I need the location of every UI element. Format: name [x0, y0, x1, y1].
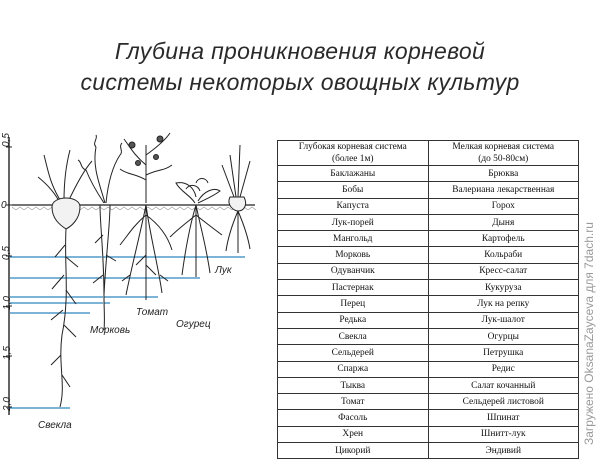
shallow-crop-cell: Картофель — [428, 231, 579, 247]
table-row — [278, 345, 579, 361]
table-header-row — [278, 141, 579, 166]
shallow-crop-cell: Огурцы — [428, 328, 579, 344]
table-row — [278, 280, 579, 296]
depth-tick-05: 0,5 — [1, 246, 12, 260]
shallow-crop-cell: Кукуруза — [428, 280, 579, 296]
deep-crop-cell: Сельдерей — [278, 345, 429, 361]
crop-root-table — [277, 140, 579, 459]
table-body — [278, 166, 579, 459]
tomato-plant-illustration — [120, 133, 172, 300]
table-row — [278, 426, 579, 442]
shallow-crop-cell: Эндивий — [428, 443, 579, 459]
label-tomat: Томат — [136, 307, 169, 318]
depth-tick-top: 0,5 — [1, 133, 12, 147]
onion-plant-illustration — [222, 145, 250, 253]
table-row — [278, 247, 579, 263]
shallow-crop-cell: Шпинат — [428, 410, 579, 426]
watermark-text: Загружено OksanaZayceva для 7dach.ru — [582, 222, 596, 445]
deep-crop-cell: Спаржа — [278, 361, 429, 377]
watermark — [578, 140, 600, 450]
page-title — [0, 36, 600, 98]
deep-crop-cell: Перец — [278, 296, 429, 312]
table-row — [278, 166, 579, 182]
soil-hatching — [12, 207, 256, 210]
label-ogurec: Огурец — [176, 319, 211, 330]
deep-crop-cell: Тыква — [278, 377, 429, 393]
shallow-crop-cell: Шнитт-лук — [428, 426, 579, 442]
deep-crop-cell: Свекла — [278, 328, 429, 344]
header-deep-note: (более 1м) — [331, 154, 374, 164]
deep-crop-cell: Лук-порей — [278, 214, 429, 230]
header-shallow-title: Мелкая корневая система — [452, 142, 555, 152]
shallow-crop-cell: Лук-шалот — [428, 312, 579, 328]
deep-crop-cell: Мангольд — [278, 231, 429, 247]
deep-crop-cell: Фасоль — [278, 410, 429, 426]
header-deep-roots — [278, 141, 429, 166]
table-row — [278, 377, 579, 393]
header-shallow-note: (до 50-80см) — [478, 154, 529, 164]
deep-crop-cell: Баклажаны — [278, 166, 429, 182]
shallow-crop-cell: Редис — [428, 361, 579, 377]
title-line-2: системы некоторых овощных культур — [80, 69, 520, 95]
cucumber-plant-illustration — [170, 179, 222, 278]
table-row — [278, 394, 579, 410]
table-row — [278, 296, 579, 312]
table-row — [278, 328, 579, 344]
depth-tick-zero: 0 — [1, 200, 7, 211]
label-luk: Лук — [215, 265, 232, 276]
depth-tick-10: 1,0 — [2, 296, 13, 310]
carrot-plant-illustration — [78, 135, 122, 330]
deep-crop-cell: Хрен — [278, 426, 429, 442]
deep-crop-cell: Томат — [278, 394, 429, 410]
shallow-crop-cell: Горох — [428, 198, 579, 214]
table-row — [278, 198, 579, 214]
shallow-crop-cell: Дыня — [428, 214, 579, 230]
shallow-crop-cell: Брюква — [428, 166, 579, 182]
table-row — [278, 361, 579, 377]
deep-crop-cell: Бобы — [278, 182, 429, 198]
label-morkov: Морковь — [90, 325, 131, 336]
table-row — [278, 231, 579, 247]
header-shallow-roots — [428, 141, 579, 166]
table-row — [278, 443, 579, 459]
deep-crop-cell: Цикорий — [278, 443, 429, 459]
title-line-1: Глубина проникновения корневой — [114, 38, 486, 64]
shallow-crop-cell: Кресс-салат — [428, 263, 579, 279]
deep-crop-cell: Морковь — [278, 247, 429, 263]
table-row — [278, 214, 579, 230]
header-deep-title: Глубокая корневая система — [298, 142, 407, 152]
shallow-crop-cell: Кольраби — [428, 247, 579, 263]
table-row — [278, 312, 579, 328]
shallow-crop-cell: Лук на репку — [428, 296, 579, 312]
shallow-crop-cell: Петрушка — [428, 345, 579, 361]
deep-crop-cell: Капуста — [278, 198, 429, 214]
root-depth-diagram — [0, 125, 275, 450]
shallow-crop-cell: Салат кочанный — [428, 377, 579, 393]
deep-crop-cell: Редька — [278, 312, 429, 328]
table-row — [278, 263, 579, 279]
deep-crop-cell: Одуванчик — [278, 263, 429, 279]
shallow-crop-cell: Сельдерей листовой — [428, 394, 579, 410]
depth-tick-15: 1,5 — [2, 346, 13, 360]
label-svekla: Свекла — [38, 420, 72, 431]
shallow-crop-cell: Валериана лекарственная — [428, 182, 579, 198]
root-system-table — [277, 140, 579, 459]
depth-scale — [6, 137, 12, 415]
depth-tick-20: 2,0 — [2, 397, 13, 411]
table-row — [278, 410, 579, 426]
table-row — [278, 182, 579, 198]
deep-crop-cell: Пастернак — [278, 280, 429, 296]
